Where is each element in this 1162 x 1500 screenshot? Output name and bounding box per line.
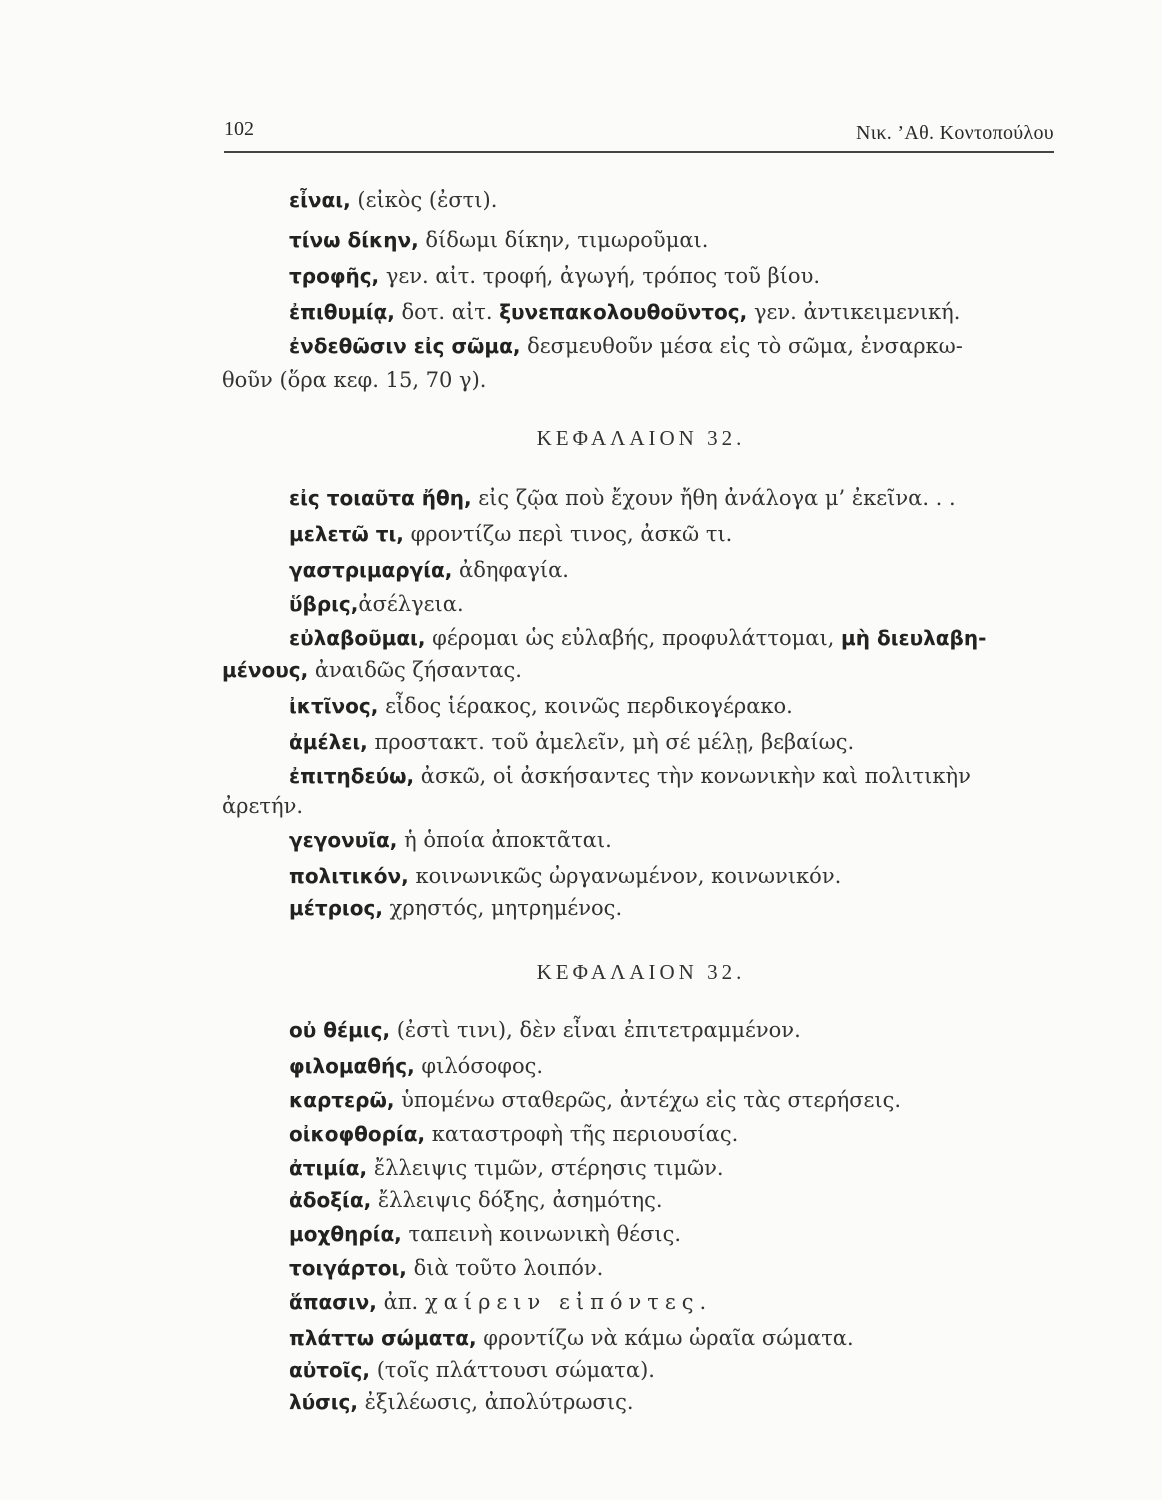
- page-number: 102: [224, 118, 254, 140]
- entry-gloss: δεσμευθοῦν μέσα εἰς τὸ σῶμα, ἐνσαρκω-: [527, 334, 963, 358]
- glossary-entry: [289, 764, 1059, 788]
- entry-gloss: δίδωμι δίκην, τιμωροῦμαι.: [425, 228, 709, 252]
- entry-term: ἅπασιν,: [289, 1290, 377, 1314]
- entry-gloss: ἀσκῶ, οἱ ἀσκήσαντες τὴν κονωνικὴν καὶ πολιτικὴν: [420, 764, 971, 788]
- entry-term-secondary: μὴ διευλαβη-: [841, 626, 987, 650]
- entry-gloss: ἡ ὁποία ἀποκτᾶται.: [404, 828, 612, 852]
- entry-continuation: [222, 658, 522, 682]
- running-head: Νικ. ’Αθ. Κοντοπούλου: [855, 122, 1054, 144]
- chapter-title: ΚΕΦΑΛΑΙΟΝ 32.: [536, 426, 746, 450]
- glossary-entry: [289, 1358, 1059, 1382]
- chapter-title: ΚΕΦΑΛΑΙΟΝ 32.: [536, 960, 746, 984]
- entry-term-secondary: ξυνεπακολουθοῦντος,: [499, 300, 748, 324]
- entry-gloss: ἔλλειψις τιμῶν, στέρησις τιμῶν.: [373, 1156, 724, 1180]
- entry-gloss: φροντίζω περὶ τινος, ἀσκῶ τι.: [410, 522, 733, 546]
- entry-gloss: ἐξιλέωσις, ἀπολύτρωσις.: [364, 1390, 634, 1414]
- entry-term: πλάττω σώματα,: [289, 1326, 477, 1350]
- entry-term: ἰκτῖνος,: [289, 694, 379, 718]
- glossary-entry: [289, 1156, 1059, 1180]
- entry-term: μοχθηρία,: [289, 1222, 402, 1246]
- glossary-entry: [289, 300, 1059, 324]
- chapter-heading: [0, 426, 1162, 451]
- glossary-entry: [289, 522, 1059, 546]
- glossary-entry: [289, 626, 1059, 650]
- entry-gloss: (εἰκὸς (ἐστι).: [357, 188, 498, 212]
- header-rule: [224, 151, 1054, 153]
- glossary-entry: [289, 1188, 1059, 1212]
- page-header: [224, 118, 1054, 154]
- continuation-text: ἀναιδῶς ζήσαντας.: [314, 658, 522, 682]
- continuation-text: θοῦν (ὅρα κεφ. 15, 70 γ).: [222, 368, 487, 392]
- entry-term: φιλομαθής,: [289, 1054, 415, 1078]
- entry-gloss: καταστροφὴ τῆς περιουσίας.: [431, 1122, 739, 1146]
- entry-term: μέτριος,: [289, 896, 383, 920]
- continuation-term: μένους,: [222, 658, 309, 682]
- entry-gloss: εἰς ζῷα ποὺ ἔχουν ἤθη ἀνάλογα μ’ ἐκεῖνα. . .: [478, 486, 956, 510]
- entry-term: ἐνδεθῶσιν εἰς σῶμα,: [289, 334, 521, 358]
- glossary-entry: [289, 1222, 1059, 1246]
- entry-gloss: προστακτ. τοῦ ἀμελεῖν, μὴ σέ μέλῃ, βεβαίως.: [374, 730, 855, 754]
- glossary-entry: [289, 828, 1059, 852]
- entry-term: οἰκοφθορία,: [289, 1122, 426, 1146]
- glossary-entry: [289, 188, 1059, 212]
- entry-gloss: κοινωνικῶς ὠργανωμένον, κοινωνικόν.: [415, 864, 842, 888]
- continuation-text: ἀρετήν.: [222, 794, 304, 818]
- glossary-entry: [289, 1054, 1059, 1078]
- glossary-entry: [289, 1088, 1059, 1112]
- entry-term: εἰς τοιαῦτα ἤθη,: [289, 486, 472, 510]
- entry-gloss: φιλόσοφος.: [421, 1054, 544, 1078]
- entry-term: γεγονυῖα,: [289, 828, 398, 852]
- chapter-heading: [0, 960, 1162, 985]
- entry-gloss: χρηστός, μητρημένος.: [389, 896, 623, 920]
- entry-term: ὕβρις,: [289, 592, 359, 616]
- glossary-entry: [289, 864, 1059, 888]
- glossary-entry: [289, 1018, 1059, 1042]
- entry-term: γαστριμαργία,: [289, 558, 453, 582]
- entry-gloss-secondary: γεν. ἀντικειμενική.: [753, 300, 961, 324]
- entry-term: ἀτιμία,: [289, 1156, 368, 1180]
- entry-gloss: ἀπ.: [383, 1290, 419, 1314]
- glossary-entry: [289, 558, 1059, 582]
- entry-gloss: ἀσέλγεια.: [358, 592, 464, 616]
- entry-gloss: (ἐστὶ τινι), δὲν εἶναι ἐπιτετραμμένον.: [396, 1018, 801, 1042]
- glossary-entry: [289, 1290, 1059, 1314]
- entry-term: ἐπιτηδεύω,: [289, 764, 415, 788]
- entry-gloss: ἀδηφαγία.: [459, 558, 569, 582]
- glossary-entry: [289, 896, 1059, 920]
- entry-gloss: φέρομαι ὡς εὐλαβής, προφυλάττομαι,: [432, 626, 835, 650]
- entry-gloss: ὑπομένω σταθερῶς, ἀντέχω εἰς τὰς στερήσεις.: [401, 1088, 902, 1112]
- glossary-entry: [289, 486, 1059, 510]
- entry-term: ἀδοξία,: [289, 1188, 372, 1212]
- glossary-entry: [289, 730, 1059, 754]
- entry-term: αὐτοῖς,: [289, 1358, 370, 1382]
- glossary-entry: [289, 592, 1059, 616]
- entry-term: λύσις,: [289, 1390, 358, 1414]
- entry-term: οὐ θέμις,: [289, 1018, 391, 1042]
- entry-continuation: [222, 794, 303, 818]
- entry-term: τίνω δίκην,: [289, 228, 419, 252]
- entry-gloss: δοτ. αἰτ.: [401, 300, 493, 324]
- glossary-entry: [289, 694, 1059, 718]
- entry-term: εἶναι,: [289, 188, 351, 212]
- entry-gloss: διὰ τοῦτο λοιπόν.: [413, 1256, 604, 1280]
- glossary-entry: [289, 334, 1059, 358]
- entry-term: καρτερῶ,: [289, 1088, 395, 1112]
- glossary-entry: [289, 1390, 1059, 1414]
- entry-term: ἐπιθυμίᾳ,: [289, 300, 395, 324]
- entry-term: τοιγάρτοι,: [289, 1256, 407, 1280]
- entry-gloss: φροντίζω νὰ κάμω ὡραῖα σώματα.: [483, 1326, 854, 1350]
- glossary-entry: [289, 1326, 1059, 1350]
- glossary-entry: [289, 228, 1059, 252]
- entry-term: ἀμέλει,: [289, 730, 368, 754]
- entry-term: εὐλαβοῦμαι,: [289, 626, 426, 650]
- spaced-phrase: χαίρειν εἰπόντες.: [424, 1290, 713, 1314]
- glossary-entry: [289, 1256, 1059, 1280]
- entry-gloss: γεν. αἰτ. τροφή, ἀγωγή, τρόπος τοῦ βίου.: [385, 264, 821, 288]
- entry-term: τροφῆς,: [289, 264, 380, 288]
- entry-gloss: (τοῖς πλάττουσι σώματα).: [376, 1358, 655, 1382]
- entry-term: πολιτικόν,: [289, 864, 409, 888]
- entry-continuation: [222, 368, 486, 392]
- entry-gloss: εἶδος ἱέρακος, κοινῶς περδικογέρακο.: [385, 694, 793, 718]
- glossary-entry: [289, 1122, 1059, 1146]
- glossary-entry: [289, 264, 1059, 288]
- entry-gloss: ταπεινὴ κοινωνικὴ θέσις.: [408, 1222, 682, 1246]
- entry-gloss: ἔλλειψις δόξης, ἀσημότης.: [377, 1188, 663, 1212]
- entry-term: μελετῶ τι,: [289, 522, 404, 546]
